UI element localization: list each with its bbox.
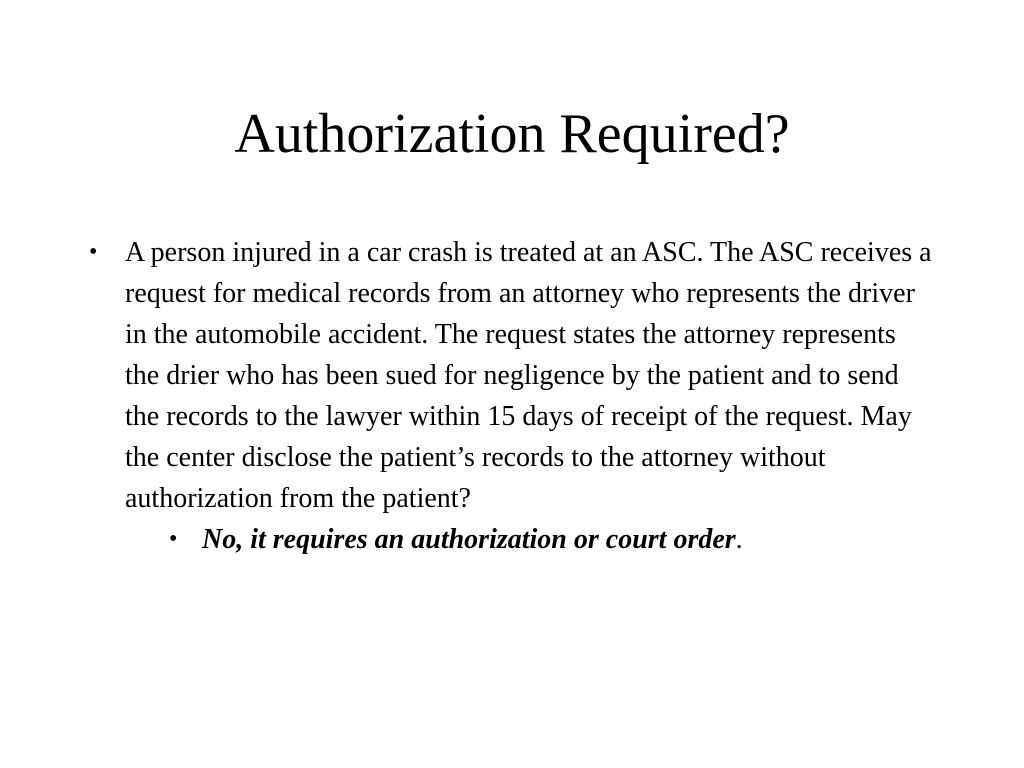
- answer-period: .: [735, 524, 743, 555]
- bullet-icon: •: [89, 239, 98, 265]
- bullet-text: A person injured in a car crash is treated at an ASC. The ASC receives a request for medical records from an attorney who represents the driver in the automobile accident. The request states the attorney represents the drier who has been sued for negligence by the patient and to send the records to the lawyer within 15 days of receipt of the request. May the center disclose the patient’s records to the attorney without authorization from the patient?: [125, 237, 932, 514]
- sub-bullet-item: [85, 519, 935, 560]
- sub-bullet-icon: •: [169, 526, 178, 552]
- slide-title: Authorization Required?: [234, 103, 790, 165]
- bullet-item: [85, 232, 935, 519]
- slide-body: [85, 232, 935, 560]
- answer-text: No, it requires an authorization or court order: [202, 524, 736, 555]
